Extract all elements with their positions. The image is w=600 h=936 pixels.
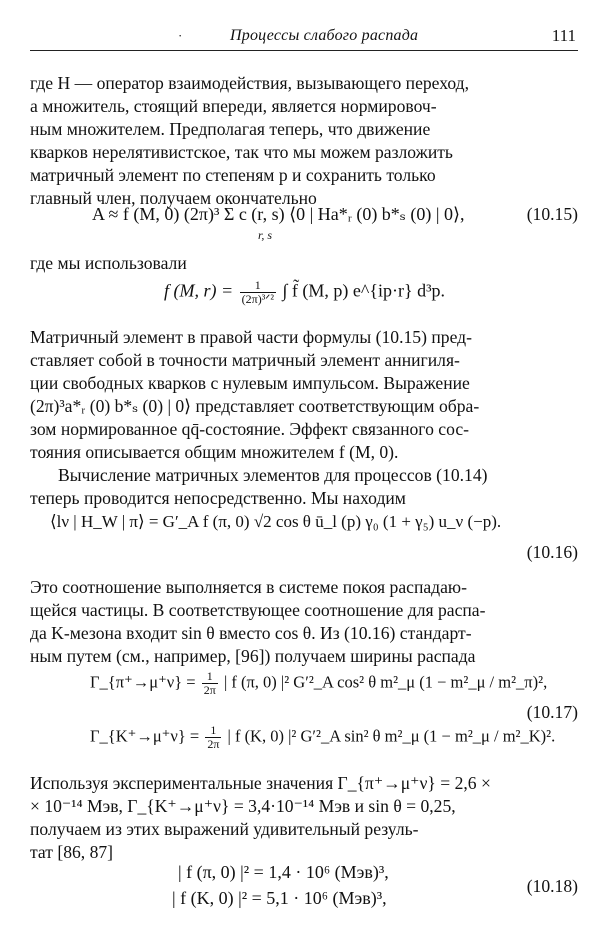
equation-10-18-line-1: | f (π, 0) |² = 1,4 · 10⁶ (Мэв)³, bbox=[178, 862, 389, 882]
text-line: зом нормированное qq̄-состояние. Эффект связанного сос- bbox=[30, 419, 469, 439]
fraction bbox=[205, 724, 221, 751]
page-number: 111 bbox=[551, 26, 576, 45]
text-line: получаем из этих выражений удивительный резуль- bbox=[30, 819, 419, 839]
equation-body: A ≈ f (M, 0) (2π)³ Σ c (r, s) ⟨0 | Ha*ᵣ (0) b*ₛ (0) | 0⟩, bbox=[92, 204, 465, 224]
text-line: ным путем (см., например, [96]) получаем ширины распада bbox=[30, 646, 476, 666]
text-line: ным множителем. Предполагая теперь, что движение bbox=[30, 119, 431, 139]
text-line: Матричный элемент в правой части формулы (10.15) пред- bbox=[30, 327, 472, 347]
text-line: где H — оператор взаимодействия, вызывающего переход, bbox=[30, 73, 470, 93]
fraction-numerator: 1 bbox=[240, 279, 276, 293]
running-title: Процессы слабого распада bbox=[230, 27, 419, 44]
equation-rhs: | f (K, 0) |² G′²_A sin² θ m²_μ (1 − m²_μ / m²_K)². bbox=[227, 726, 556, 746]
equation-10-17-line-2 bbox=[90, 724, 555, 751]
text-line: × 10⁻¹⁴ Мэв, Γ_{K⁺→μ⁺ν} = 3,4·10⁻¹⁴ Мэв и sin θ = 0,25, bbox=[30, 796, 456, 816]
page-header bbox=[30, 24, 578, 48]
paragraph-3 bbox=[30, 326, 578, 510]
text-line: Это соотношение выполняется в системе покоя распадаю- bbox=[30, 577, 467, 597]
text-line: ции свободных кварков с нулевым импульсом. Выражение bbox=[30, 373, 470, 393]
paragraph-5 bbox=[30, 772, 578, 864]
equation-10-16 bbox=[50, 512, 501, 532]
text-line: где мы использовали bbox=[30, 253, 187, 273]
text-line: матричный элемент по степеням p и сохранить только bbox=[30, 165, 436, 185]
equation-f-definition bbox=[164, 279, 445, 306]
text-line: да K-мезона входит sin θ вместо cos θ. Из (10.16) стандарт- bbox=[30, 623, 472, 643]
paragraph-2 bbox=[30, 252, 578, 275]
paragraph-1 bbox=[30, 72, 578, 210]
fraction-numerator: 1 bbox=[202, 670, 218, 684]
sum-index: r, s bbox=[258, 228, 273, 242]
equation-10-17-line-1 bbox=[90, 670, 547, 697]
text-line: Используя экспериментальные значения Γ_{π⁺→μ⁺ν} = 2,6 × bbox=[30, 773, 491, 793]
equation-number: (10.17) bbox=[526, 702, 578, 722]
paragraph-4 bbox=[30, 576, 578, 668]
equation-10-15 bbox=[92, 204, 465, 225]
text-line: ставляет собой в точности матричный элемент аннигиля- bbox=[30, 350, 460, 370]
equation-rhs: | f (π, 0) |² G′²_A cos² θ m²_μ (1 − m²_μ / m²_π)², bbox=[223, 672, 548, 692]
header-mark: · bbox=[178, 28, 183, 43]
text-line: (2π)³a*ᵣ (0) b*ₛ (0) | 0⟩ представляет соответствующим обра- bbox=[30, 396, 480, 416]
text-line: тат [86, 87] bbox=[30, 842, 114, 862]
text-line: главный член, получаем окончательно bbox=[30, 188, 317, 208]
text-line: щейся частицы. В соответствующее соотношение для распа- bbox=[30, 600, 486, 620]
equation-number: (10.15) bbox=[526, 204, 578, 224]
text-line: кварков нерелятивистское, так что мы можем разложить bbox=[30, 142, 453, 162]
text-line: Вычисление матричных элементов для процессов (10.14) bbox=[58, 465, 488, 485]
fraction bbox=[240, 279, 276, 306]
fraction bbox=[202, 670, 218, 697]
header-rule bbox=[30, 50, 578, 51]
equation-lhs: Γ_{K⁺→μ⁺ν} = bbox=[90, 726, 200, 746]
equation-number: (10.18) bbox=[526, 876, 578, 896]
text-line: тояния описывается общим множителем f (M, 0). bbox=[30, 442, 399, 462]
equation-10-18-line-2: | f (K, 0) |² = 5,1 · 10⁶ (Мэв)³, bbox=[172, 888, 387, 908]
fraction-denominator: 2π bbox=[207, 737, 220, 751]
equation-body: ⟨lν | H_W | π⟩ = G′_A f (π, 0) √2 cos θ ū_l (p) γ₀ (1 + γ₅) u_ν (−p). bbox=[50, 512, 502, 531]
fraction-denominator: 2π bbox=[203, 683, 216, 697]
text-line: теперь проводится непосредственно. Мы находим bbox=[30, 488, 406, 508]
fraction-numerator: 1 bbox=[205, 724, 221, 738]
equation-number: (10.16) bbox=[526, 542, 578, 562]
text-line: а множитель, стоящий впереди, является нормировоч- bbox=[30, 96, 437, 116]
fraction-denominator: (2π)³ᐟ² bbox=[241, 292, 274, 306]
equation-rhs: ∫ f̃ (M, p) e^{ip·r} d³p. bbox=[282, 280, 445, 301]
equation-lhs: f (M, r) = bbox=[164, 280, 234, 301]
equation-lhs: Γ_{π⁺→μ⁺ν} = bbox=[90, 672, 196, 692]
